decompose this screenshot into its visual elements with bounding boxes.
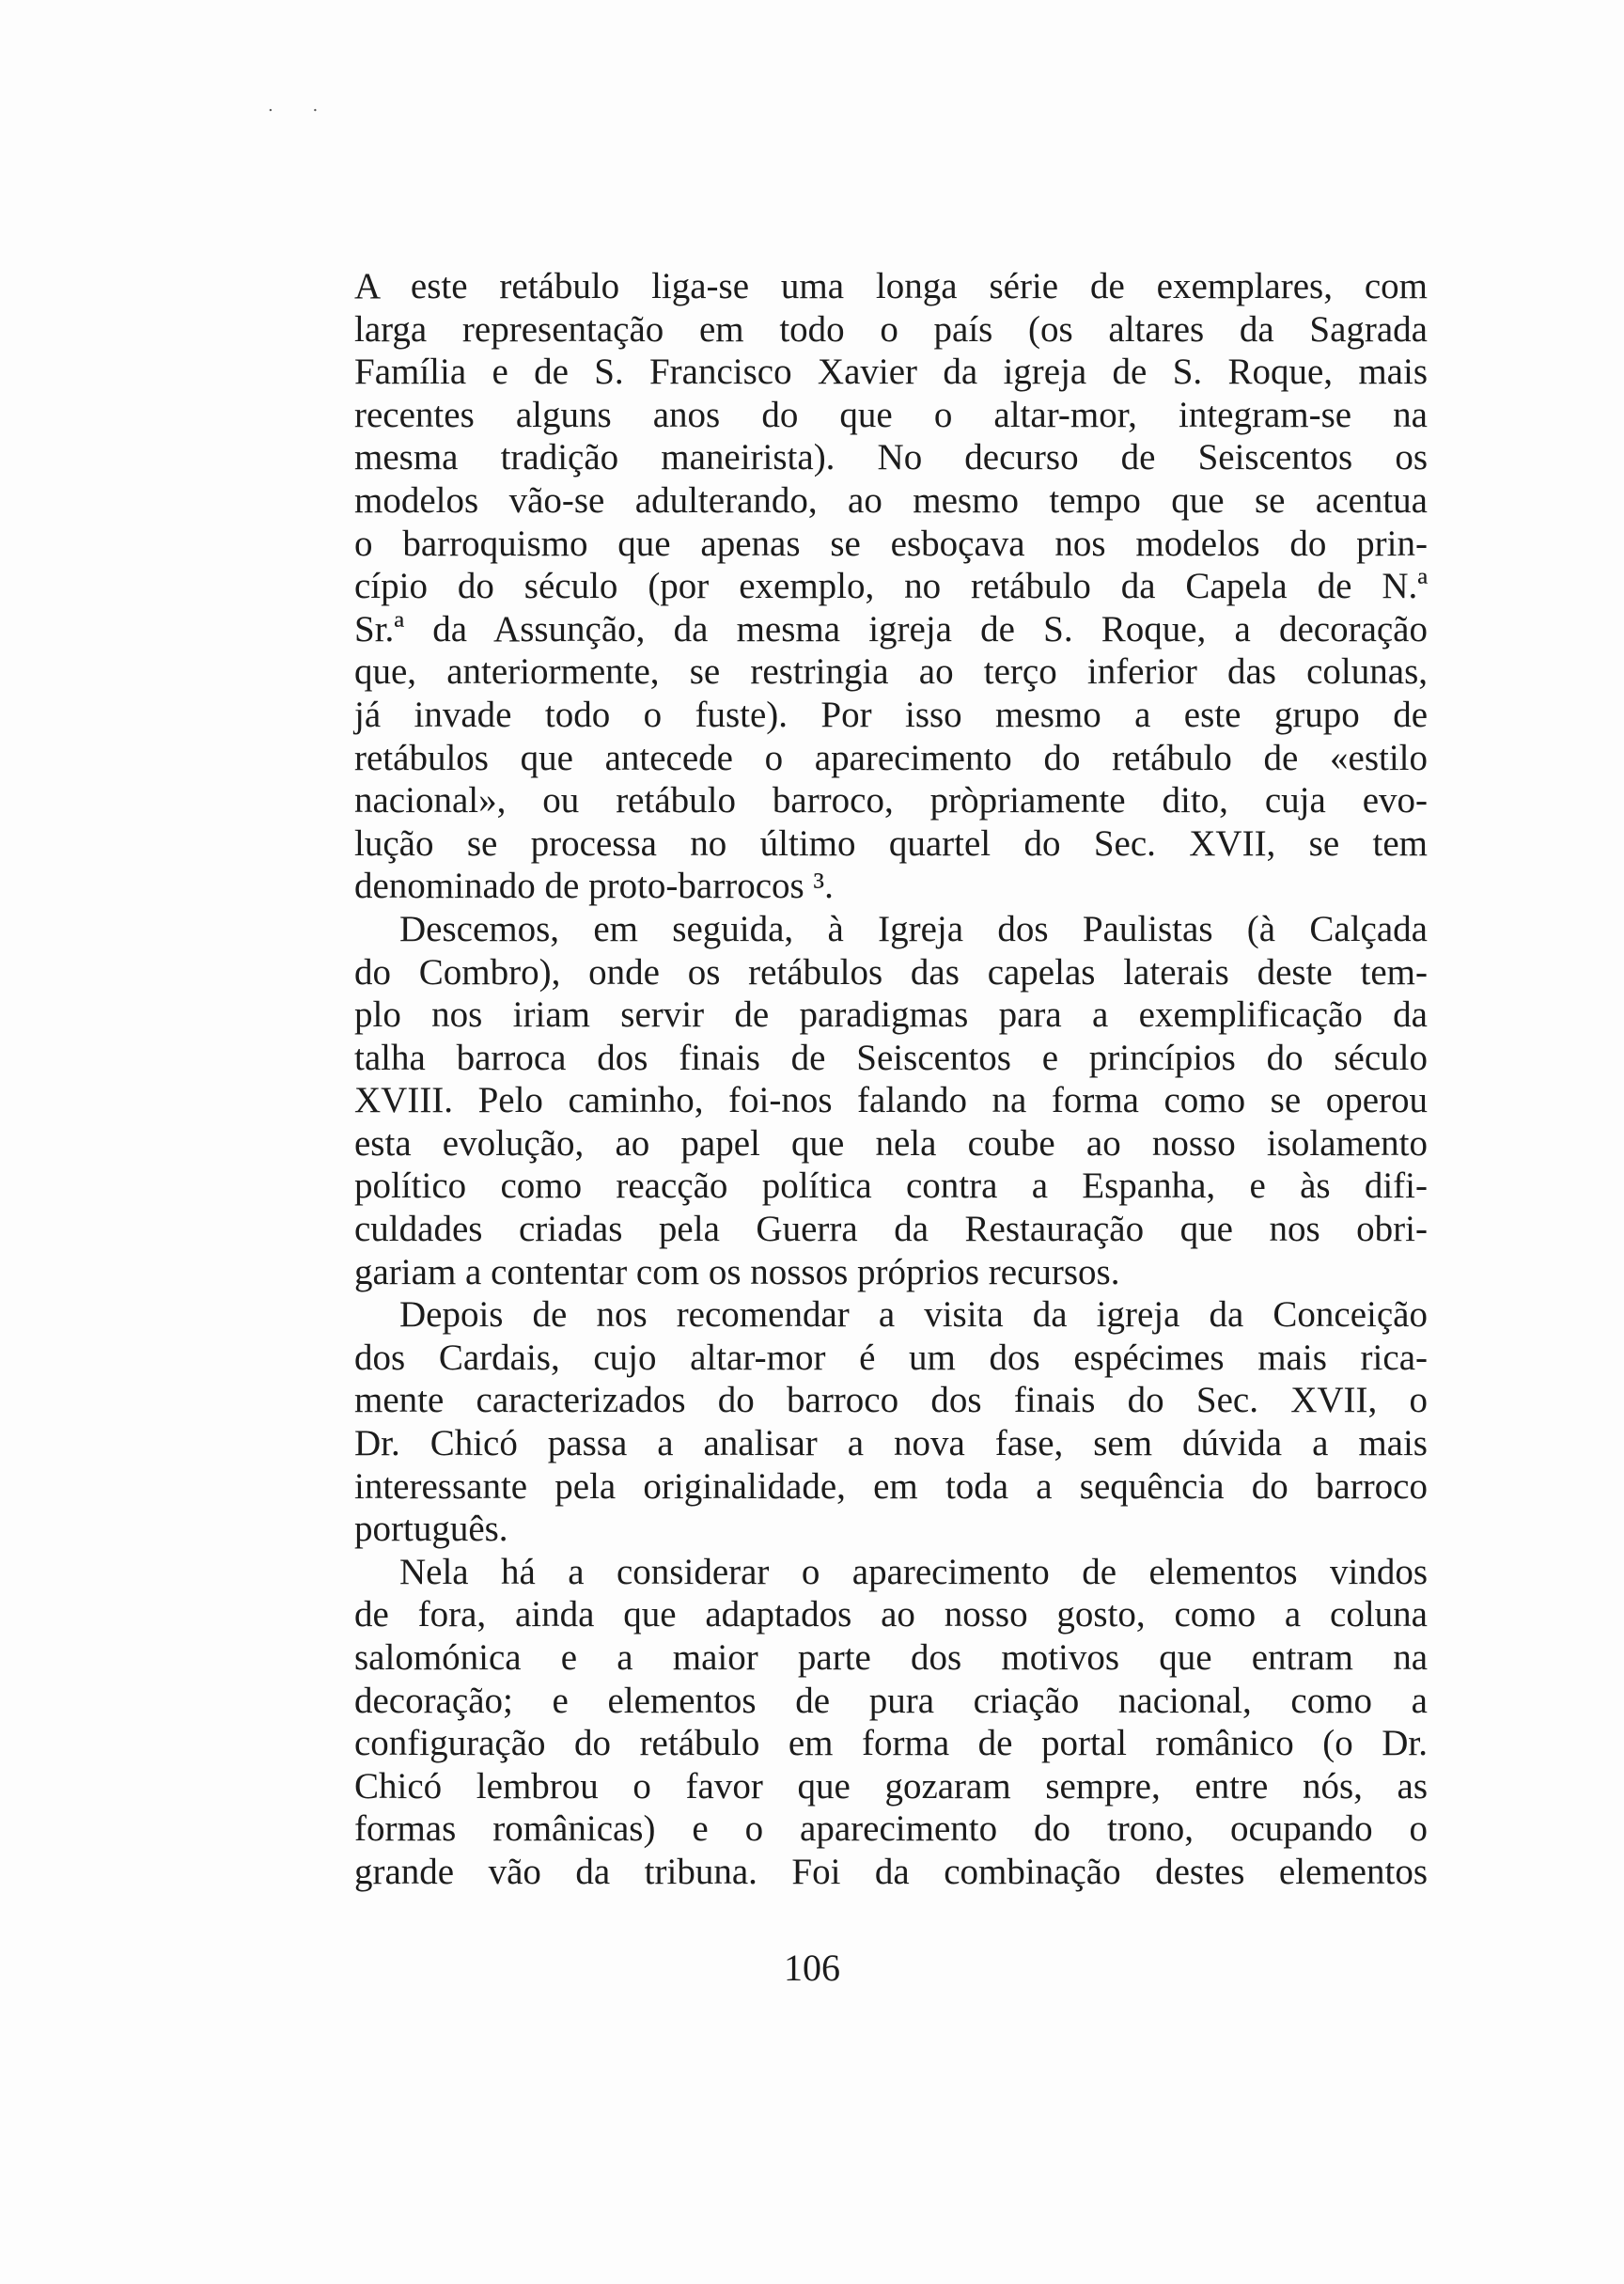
text-line: Depois de nos recomendar a visita da igreja da Conceição <box>399 1294 1428 1336</box>
paragraph-1 <box>354 265 1428 908</box>
text-line: modelos vão-se adulterando, ao mesmo tempo que se acentua <box>354 479 1428 521</box>
text-line: A este retábulo liga-se uma longa série de exemplares, com <box>354 266 1428 306</box>
text-line: formas românicas) e o aparecimento do trono, ocupando o <box>354 1808 1428 1850</box>
text-line: talha barroca dos finais de Seiscentos e princípios do século <box>354 1037 1428 1078</box>
text-line: larga representação em todo o país (os altares da Sagrada <box>354 308 1428 350</box>
text-line: gariam a contentar com os nossos próprios recursos. <box>354 1251 1120 1292</box>
text-line: português. <box>354 1509 508 1550</box>
text-line: que, anteriormente, se restringia ao terço inferior das colunas, <box>354 651 1428 693</box>
text-line: nacional», ou retábulo barroco, pròpriamente dito, cuja evo- <box>354 780 1428 821</box>
text-line: esta evolução, ao papel que nela coube ao nosso isolamento <box>354 1122 1428 1164</box>
paragraph-2 <box>354 908 1428 1293</box>
text-line: plo nos iriam servir de paradigmas para a exemplificação da <box>354 994 1428 1036</box>
text-line: Família e de S. Francisco Xavier da igreja de S. Roque, mais <box>354 352 1428 393</box>
text-line: mesma tradição maneirista). No decurso de Seiscentos os <box>354 437 1428 478</box>
text-line: Descemos, em seguida, à Igreja dos Paulistas (à Calçada <box>399 908 1428 949</box>
text-line: já invade todo o fuste). Por isso mesmo a este grupo de <box>354 694 1428 735</box>
scan-marks: . . <box>268 96 336 116</box>
text-line: de fora, ainda que adaptados ao nosso gosto, como a coluna <box>354 1594 1428 1635</box>
text-line: Chicó lembrou o favor que gozaram sempre, entre nós, as <box>354 1765 1428 1807</box>
text-line: salomónica e a maior parte dos motivos que entram na <box>354 1637 1428 1678</box>
text-line: lução se processa no último quartel do Sec. XVII, se tem <box>354 822 1428 864</box>
text-line: culdades criadas pela Guerra da Restauração que nos obri- <box>354 1209 1428 1250</box>
text-line: Sr.ª da Assunção, da mesma igreja de S. Roque, a decoração <box>354 608 1428 649</box>
paragraph-3 <box>354 1293 1428 1551</box>
text-line: recentes alguns anos do que o altar-mor, integram-se na <box>354 394 1428 435</box>
text-line: mente caracterizados do barroco dos finais do Sec. XVII, o <box>354 1380 1428 1421</box>
text-line: interessante pela originalidade, em toda a sequência do barroco <box>354 1465 1428 1507</box>
text-line: do Combro), onde os retábulos das capelas laterais deste tem- <box>354 951 1428 993</box>
text-line: decoração; e elementos de pura criação nacional, como a <box>354 1680 1428 1721</box>
text-line: cípio do século (por exemplo, no retábulo da Capela de N.ª <box>354 566 1428 607</box>
text-line: o barroquismo que apenas se esboçava nos modelos do prin- <box>354 523 1428 564</box>
text-line: Dr. Chicó passa a analisar a nova fase, sem dúvida a mais <box>354 1423 1428 1464</box>
text-line: XVIII. Pelo caminho, foi-nos falando na forma como se operou <box>354 1080 1428 1121</box>
text-line: dos Cardais, cujo altar-mor é um dos espécimes mais rica- <box>354 1337 1428 1378</box>
page-number: 106 <box>784 1947 840 1989</box>
text-line: denominado de proto-barrocos ³. <box>354 866 834 907</box>
text-line: configuração do retábulo em forma de portal românico (o Dr. <box>354 1723 1428 1764</box>
body-text <box>354 265 1428 1894</box>
text-line: retábulos que antecede o aparecimento do retábulo de «estilo <box>354 737 1428 778</box>
text-line: político como reacção política contra a Espanha, e às difi- <box>354 1165 1428 1207</box>
text-line: Nela há a considerar o aparecimento de elementos vindos <box>399 1551 1428 1592</box>
text-line: grande vão da tribuna. Foi da combinação destes elementos <box>354 1851 1428 1892</box>
paragraph-4 <box>354 1551 1428 1894</box>
